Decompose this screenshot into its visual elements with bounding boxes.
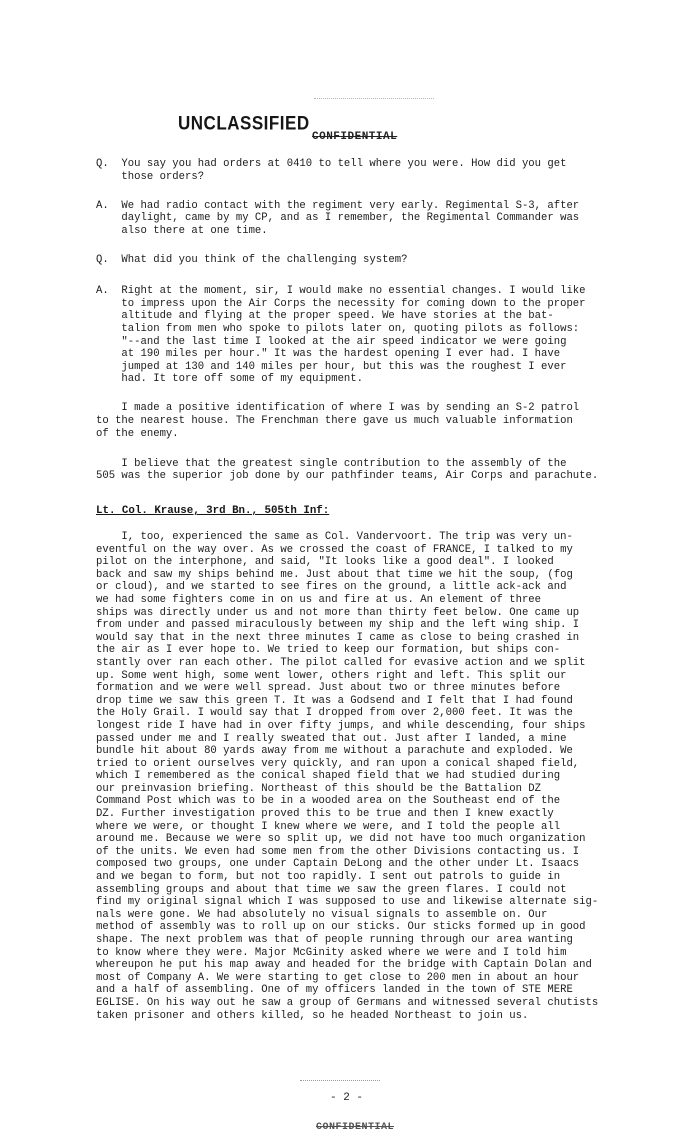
classification-stamp: UNCLASSIFIED	[178, 112, 310, 134]
testimony-line: stantly over ran each other. The pilot called for evasive action and we split	[96, 656, 586, 669]
qa-line: of the enemy.	[96, 427, 179, 440]
testimony-line: whereupon he put his map away and headed for the bridge with Captain Dolan and	[96, 959, 592, 972]
qa-line: Q. What did you think of the challenging system?	[96, 253, 408, 266]
qa-line: had. It tore off some of my equipment.	[96, 373, 364, 386]
qa-line: also there at one time.	[96, 224, 268, 237]
ink-smudge	[314, 98, 434, 105]
testimony-line: bundle hit about 80 yards away from me without a parachute and exploded. We	[96, 745, 573, 758]
testimony-line: we had some fighters come in on us and fire at us. An element of three	[96, 593, 542, 606]
qa-line: jumped at 130 and 140 miles per hour, but this was the roughest I ever	[96, 360, 567, 373]
testimony-line: from under and passed miraculously between my ship and the left wing ship. I	[96, 619, 580, 632]
qa-line: daylight, came by my CP, and as I remember, the Regimental Commander was	[96, 212, 580, 225]
testimony-line: where we were, or thought I knew where we were, and I told the people all	[96, 820, 561, 833]
testimony-line: assembling groups and about that time we saw the green flares. I could not	[96, 883, 567, 896]
paragraph-gap	[96, 386, 644, 402]
testimony-line: which I remembered as the conical shaped field that we had studied during	[96, 770, 561, 783]
paragraph-gap	[96, 440, 644, 458]
testimony-line: passed under me and I really sweated that out. Just after I landed, a mine	[96, 732, 567, 745]
qa-line: A. We had radio contact with the regiment very early. Regimental S-3, after	[96, 199, 580, 212]
testimony-body	[96, 531, 644, 1022]
qa-section	[96, 158, 644, 483]
paragraph-gap	[96, 266, 644, 285]
testimony-line: to know where they were. Major McGinity asked where we were and I told him	[96, 946, 567, 959]
testimony-line: DZ. Further investigation proved this to be true and then I knew exactly	[96, 808, 554, 821]
qa-line: talion from men who spoke to pilots later on, quoting pilots as follows:	[96, 322, 580, 335]
testimony-line: pilot on the interphone, and said, "It looks like a good deal". I looked	[96, 556, 554, 569]
testimony-line: the Holy Grail. I would say that I dropped from over 2,000 feet. It was the	[96, 707, 573, 720]
testimony-line: the air as I ever hope to. We tried to keep our formation, but ships con-	[96, 644, 561, 657]
footer-confidential-stamp: CONFIDENTIAL	[316, 1122, 395, 1133]
testimony-line: taken prisoner and others killed, so he headed Northeast to join us.	[96, 1009, 529, 1022]
testimony-line: formation and we were well spread. Just about two or three minutes before	[96, 682, 561, 695]
ink-dots	[300, 1080, 380, 1081]
testimony-line: back and saw my ships behind me. Just about that time we hit the soup, (fog	[96, 568, 573, 581]
testimony-line: EGLISE. On his way out he saw a group of Germans and witnessed several chutists	[96, 996, 599, 1009]
qa-line: "--and the last time I looked at the air speed indicator we were going	[96, 335, 567, 348]
qa-line: I believe that the greatest single contribution to the assembly of the	[96, 457, 567, 470]
testimony-line: around me. Because we were so split up, we did not have too much organization	[96, 833, 586, 846]
testimony-line: or cloud), and we started to see fires on the ground, a little ack-ack and	[96, 581, 567, 594]
testimony-line: eventful on the way over. As we crossed the coast of FRANCE, I talked to my	[96, 543, 573, 556]
testimony-line: would say that in the next three minutes I came as close to being crashed in	[96, 631, 580, 644]
testimony-line: nals were gone. We had absolutely no visual signals to assemble on. Our	[96, 908, 548, 921]
testimony-line: find my original signal which I was supposed to use and likewise alternate sig-	[96, 896, 599, 909]
qa-line: those orders?	[96, 170, 205, 183]
qa-line: Q. You say you had orders at 0410 to tell where you were. How did you get	[96, 158, 567, 170]
testimony-line: of the units. We even had some men from the other Divisions contacting us. I	[96, 845, 580, 858]
section-header: Lt. Col. Krause, 3rd Bn., 505th Inf:	[96, 505, 330, 517]
qa-line: A. Right at the moment, sir, I would make no essential changes. I would like	[96, 285, 586, 298]
qa-line: at 190 miles per hour." It was the hardest opening I ever had. I have	[96, 348, 561, 361]
qa-line: I made a positive identification of where I was by sending an S-2 patrol	[96, 402, 580, 415]
qa-line: altitude and flying at the proper speed. We have stories at the bat-	[96, 310, 554, 323]
paragraph-gap	[96, 237, 644, 253]
testimony-line: up. Some went high, some went lower, others right and left. This split our	[96, 669, 567, 682]
testimony-line: composed two groups, one under Captain DeLong and the other under Lt. Isaacs	[96, 858, 580, 871]
testimony-line: I, too, experienced the same as Col. Vandervoort. The trip was very un-	[96, 531, 573, 543]
qa-line: 505 was the superior job done by our pathfinder teams, Air Corps and parachute.	[96, 470, 599, 483]
testimony-line: and a half of assembling. One of my officers landed in the town of STE MERE	[96, 984, 573, 997]
testimony-line: shape. The next problem was that of people running through our area wanting	[96, 934, 573, 946]
qa-line: to the nearest house. The Frenchman there gave us much valuable information	[96, 414, 573, 427]
paragraph-gap	[96, 183, 644, 199]
confidential-stamp: CONFIDENTIAL	[312, 131, 398, 143]
testimony-line: method of assembly was to roll up on our sticks. Our sticks formed up in good	[96, 921, 586, 934]
page-number: - 2 -	[330, 1092, 364, 1104]
qa-line: to impress upon the Air Corps the necessity for coming down to the proper	[96, 297, 586, 310]
testimony-line: drop time we saw this green T. It was a Godsend and I felt that I had found	[96, 694, 573, 707]
testimony-line: ships was directly under us and not more than thirty feet below. One came up	[96, 606, 580, 619]
testimony-line: and we began to form, but not too rapidly. I sent out patrols to guide in	[96, 871, 561, 884]
testimony-line: our preinvasion briefing. Northeast of this should be the Battalion DZ	[96, 782, 542, 795]
testimony-line: Command Post which was to be in a wooded area on the Southeast end of the	[96, 795, 561, 808]
testimony-line: most of Company A. We were starting to get close to 200 men in about an hour	[96, 971, 580, 984]
testimony-line: longest ride I have had in over fifty jumps, and while descending, four ships	[96, 719, 586, 732]
testimony-line: tried to orient ourselves very quickly, and ran upon a conical shaped field,	[96, 757, 580, 770]
